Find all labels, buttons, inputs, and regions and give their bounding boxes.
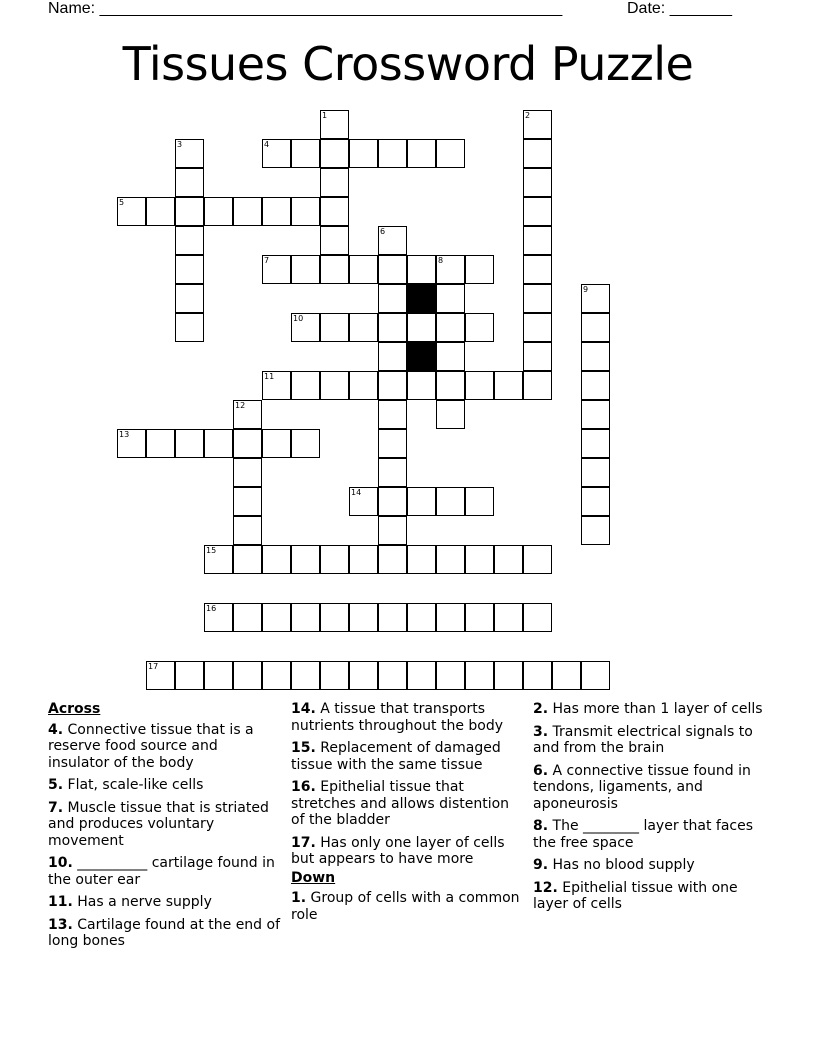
grid-cell[interactable] bbox=[320, 255, 349, 284]
clue-text: Transmit electrical signals to and from the brain bbox=[533, 723, 753, 756]
clue-across-7 bbox=[48, 800, 280, 850]
grid-cell[interactable] bbox=[349, 661, 378, 690]
grid-cell[interactable] bbox=[146, 197, 175, 226]
clue-text: Epithelial tissue that stretches and allows distention of the bladder bbox=[291, 779, 510, 828]
grid-cell[interactable] bbox=[233, 429, 262, 458]
grid-cell[interactable] bbox=[581, 284, 610, 313]
grid-cell[interactable] bbox=[378, 139, 407, 168]
grid-cell[interactable] bbox=[523, 545, 552, 574]
grid-cell[interactable] bbox=[436, 400, 465, 429]
clue-text: Has a nerve supply bbox=[77, 894, 212, 910]
grid-cell[interactable] bbox=[175, 255, 204, 284]
clue-number-label: 3 bbox=[177, 140, 183, 149]
grid-cell[interactable] bbox=[552, 661, 581, 690]
down-heading: Down bbox=[291, 869, 336, 886]
clue-down-6 bbox=[533, 763, 765, 813]
grid-cell[interactable] bbox=[233, 516, 262, 545]
grid-cell[interactable] bbox=[436, 371, 465, 400]
grid-cell[interactable] bbox=[581, 516, 610, 545]
grid-cell[interactable] bbox=[523, 168, 552, 197]
grid-cell[interactable] bbox=[175, 661, 204, 690]
grid-cell[interactable] bbox=[378, 487, 407, 516]
clue-number: 2. bbox=[533, 701, 549, 717]
clue-across-14 bbox=[291, 701, 523, 734]
clue-number: 8. bbox=[533, 818, 549, 834]
clue-number: 17. bbox=[291, 834, 316, 851]
clue-down-3 bbox=[533, 724, 765, 757]
grid-cell[interactable] bbox=[117, 429, 146, 458]
grid-cell[interactable] bbox=[291, 429, 320, 458]
clue-text: Has more than 1 layer of cells bbox=[552, 701, 763, 717]
grid-cell[interactable] bbox=[581, 400, 610, 429]
clue-number-label: 7 bbox=[264, 256, 270, 265]
grid-cell[interactable] bbox=[581, 429, 610, 458]
grid-cell[interactable] bbox=[436, 284, 465, 313]
clue-text: Group of cells with a common role bbox=[291, 890, 520, 923]
grid-cell[interactable] bbox=[436, 487, 465, 516]
grid-cell[interactable] bbox=[523, 255, 552, 284]
clue-text: Has no blood supply bbox=[552, 857, 695, 873]
grid-cell[interactable] bbox=[291, 603, 320, 632]
grid-cell[interactable] bbox=[233, 545, 262, 574]
grid-cell[interactable] bbox=[233, 400, 262, 429]
grid-cell[interactable] bbox=[523, 226, 552, 255]
grid-cell[interactable] bbox=[494, 545, 523, 574]
clue-number-label: 5 bbox=[119, 198, 125, 207]
clue-number-label: 10 bbox=[293, 314, 304, 323]
clue-across-11 bbox=[48, 894, 280, 911]
grid-cell[interactable] bbox=[204, 197, 233, 226]
grid-cell[interactable] bbox=[436, 313, 465, 342]
grid-cell[interactable] bbox=[349, 313, 378, 342]
grid-cell[interactable] bbox=[378, 284, 407, 313]
grid-cell[interactable] bbox=[291, 313, 320, 342]
clue-across-16 bbox=[291, 779, 523, 829]
grid-cell[interactable] bbox=[523, 197, 552, 226]
clues-column-3 bbox=[533, 701, 765, 919]
clue-text: Epithelial tissue with one layer of cells bbox=[533, 879, 738, 912]
across-heading: Across bbox=[48, 701, 101, 717]
grid-cell[interactable] bbox=[407, 371, 436, 400]
clue-down-8 bbox=[533, 818, 765, 851]
grid-cell[interactable] bbox=[262, 603, 291, 632]
grid-cell[interactable] bbox=[204, 661, 233, 690]
clue-number-label: 13 bbox=[119, 430, 130, 439]
grid-cell[interactable] bbox=[233, 603, 262, 632]
grid-cell[interactable] bbox=[407, 487, 436, 516]
grid-cell[interactable] bbox=[523, 342, 552, 371]
grid-cell[interactable] bbox=[291, 371, 320, 400]
grid-cell[interactable] bbox=[204, 545, 233, 574]
clue-text: Has only one layer of cells but appears to have more bbox=[291, 834, 505, 867]
clue-number: 4. bbox=[48, 721, 64, 738]
grid-cell[interactable] bbox=[204, 429, 233, 458]
grid-cell[interactable] bbox=[175, 226, 204, 255]
grid-cell[interactable] bbox=[262, 371, 291, 400]
grid-cell[interactable] bbox=[320, 313, 349, 342]
clue-number: 15. bbox=[291, 740, 316, 756]
grid-cell[interactable] bbox=[262, 139, 291, 168]
grid-cell[interactable] bbox=[378, 661, 407, 690]
clues-column-1 bbox=[48, 701, 280, 956]
clue-number: 6. bbox=[533, 762, 549, 779]
clue-text: Muscle tissue that is striated and produces voluntary movement bbox=[48, 799, 269, 849]
grid-cell[interactable] bbox=[320, 545, 349, 574]
grid-cell[interactable] bbox=[378, 371, 407, 400]
grid-cell[interactable] bbox=[378, 400, 407, 429]
grid-cell[interactable] bbox=[233, 458, 262, 487]
grid-cell[interactable] bbox=[291, 545, 320, 574]
grid-cell[interactable] bbox=[291, 139, 320, 168]
clue-down-12 bbox=[533, 880, 765, 913]
clue-number-label: 16 bbox=[206, 604, 217, 613]
grid-cell[interactable] bbox=[523, 603, 552, 632]
grid-cell[interactable] bbox=[146, 661, 175, 690]
grid-cell[interactable] bbox=[175, 429, 204, 458]
clue-number-label: 14 bbox=[351, 488, 362, 497]
clue-across-5 bbox=[48, 777, 280, 794]
grid-cell[interactable] bbox=[291, 197, 320, 226]
grid-cell[interactable] bbox=[117, 197, 146, 226]
clue-number: 5. bbox=[48, 777, 64, 793]
grid-cell[interactable] bbox=[262, 197, 291, 226]
clue-number: 10. bbox=[48, 855, 73, 871]
grid-cell[interactable] bbox=[465, 255, 494, 284]
clue-down-2 bbox=[533, 701, 765, 718]
grid-block bbox=[407, 284, 436, 313]
grid-cell[interactable] bbox=[378, 255, 407, 284]
clue-number-label: 6 bbox=[380, 227, 386, 236]
grid-cell[interactable] bbox=[233, 661, 262, 690]
grid-cell[interactable] bbox=[262, 545, 291, 574]
clue-across-4 bbox=[48, 722, 280, 772]
clue-text: Flat, scale-like cells bbox=[67, 777, 204, 793]
grid-cell[interactable] bbox=[378, 226, 407, 255]
grid-cell[interactable] bbox=[494, 661, 523, 690]
clue-down-9 bbox=[533, 857, 765, 874]
grid-cell[interactable] bbox=[436, 661, 465, 690]
grid-cell[interactable] bbox=[262, 661, 291, 690]
grid-cell[interactable] bbox=[175, 168, 204, 197]
grid-cell[interactable] bbox=[320, 110, 349, 139]
grid-cell[interactable] bbox=[349, 603, 378, 632]
grid-cell[interactable] bbox=[175, 284, 204, 313]
clue-number-label: 8 bbox=[438, 256, 444, 265]
clue-down-1 bbox=[291, 890, 523, 923]
clue-across-15 bbox=[291, 740, 523, 773]
clue-across-10 bbox=[48, 855, 280, 888]
grid-cell[interactable] bbox=[349, 371, 378, 400]
grid-cell[interactable] bbox=[465, 487, 494, 516]
grid-cell[interactable] bbox=[465, 661, 494, 690]
clue-number-label: 11 bbox=[264, 372, 275, 381]
grid-cell[interactable] bbox=[320, 139, 349, 168]
grid-cell[interactable] bbox=[465, 603, 494, 632]
grid-cell[interactable] bbox=[378, 516, 407, 545]
clue-across-17 bbox=[291, 835, 523, 868]
clue-number: 11. bbox=[48, 894, 73, 910]
clue-number-label: 2 bbox=[525, 111, 531, 120]
grid-cell[interactable] bbox=[378, 545, 407, 574]
clue-text: Cartilage found at the end of long bones bbox=[48, 916, 281, 949]
grid-cell[interactable] bbox=[233, 197, 262, 226]
clues-column-2 bbox=[291, 701, 523, 929]
clue-text: The ________ layer that faces the free space bbox=[533, 818, 754, 851]
clue-text: Connective tissue that is a reserve food source and insulator of the body bbox=[48, 721, 254, 771]
name-field-label: Name: ____________________________________________________ bbox=[48, 0, 563, 17]
grid-cell[interactable] bbox=[320, 197, 349, 226]
clue-number: 12. bbox=[533, 879, 558, 896]
grid-cell[interactable] bbox=[349, 255, 378, 284]
clue-number-label: 12 bbox=[235, 401, 246, 410]
grid-cell[interactable] bbox=[523, 313, 552, 342]
grid-cell[interactable] bbox=[436, 603, 465, 632]
grid-cell[interactable] bbox=[523, 139, 552, 168]
grid-cell[interactable] bbox=[291, 255, 320, 284]
grid-cell[interactable] bbox=[523, 661, 552, 690]
grid-cell[interactable] bbox=[581, 487, 610, 516]
clue-number-label: 4 bbox=[264, 140, 270, 149]
grid-cell[interactable] bbox=[378, 313, 407, 342]
grid-cell[interactable] bbox=[436, 545, 465, 574]
clue-number: 13. bbox=[48, 916, 73, 933]
clue-number-label: 15 bbox=[206, 546, 217, 555]
grid-cell[interactable] bbox=[320, 371, 349, 400]
grid-cell[interactable] bbox=[407, 313, 436, 342]
grid-cell[interactable] bbox=[320, 603, 349, 632]
grid-cell[interactable] bbox=[581, 458, 610, 487]
grid-cell[interactable] bbox=[320, 168, 349, 197]
grid-cell[interactable] bbox=[581, 313, 610, 342]
clue-number-label: 17 bbox=[148, 662, 159, 671]
grid-cell[interactable] bbox=[523, 371, 552, 400]
grid-cell[interactable] bbox=[523, 110, 552, 139]
grid-cell[interactable] bbox=[436, 255, 465, 284]
grid-cell[interactable] bbox=[436, 139, 465, 168]
grid-cell[interactable] bbox=[465, 545, 494, 574]
grid-cell[interactable] bbox=[407, 603, 436, 632]
grid-cell[interactable] bbox=[175, 139, 204, 168]
clue-across-13 bbox=[48, 917, 280, 950]
clue-number: 7. bbox=[48, 799, 64, 816]
grid-cell[interactable] bbox=[378, 429, 407, 458]
grid-cell[interactable] bbox=[465, 313, 494, 342]
grid-cell[interactable] bbox=[378, 458, 407, 487]
clue-number: 16. bbox=[291, 779, 316, 795]
grid-cell[interactable] bbox=[349, 139, 378, 168]
page-title: Tissues Crossword Puzzle bbox=[122, 37, 694, 91]
grid-cell[interactable] bbox=[146, 429, 175, 458]
grid-cell[interactable] bbox=[407, 139, 436, 168]
grid-cell[interactable] bbox=[349, 487, 378, 516]
grid-cell[interactable] bbox=[320, 661, 349, 690]
grid-cell[interactable] bbox=[262, 255, 291, 284]
grid-cell[interactable] bbox=[407, 661, 436, 690]
clue-text: A tissue that transports nutrients throughout the body bbox=[291, 701, 504, 734]
grid-cell[interactable] bbox=[465, 371, 494, 400]
grid-cell[interactable] bbox=[262, 429, 291, 458]
grid-cell[interactable] bbox=[349, 545, 378, 574]
grid-cell[interactable] bbox=[581, 371, 610, 400]
clue-text: A connective tissue found in tendons, ligaments, and aponeurosis bbox=[533, 762, 751, 812]
grid-cell[interactable] bbox=[233, 487, 262, 516]
grid-cell[interactable] bbox=[407, 545, 436, 574]
grid-cell[interactable] bbox=[175, 313, 204, 342]
clue-number: 3. bbox=[533, 723, 549, 740]
grid-cell[interactable] bbox=[378, 603, 407, 632]
clue-number-label: 9 bbox=[583, 285, 589, 294]
grid-cell[interactable] bbox=[175, 197, 204, 226]
grid-cell[interactable] bbox=[581, 342, 610, 371]
clue-text: __________ cartilage found in the outer ear bbox=[48, 855, 275, 888]
grid-cell[interactable] bbox=[320, 226, 349, 255]
grid-cell[interactable] bbox=[523, 284, 552, 313]
clue-number-label: 1 bbox=[322, 111, 328, 120]
grid-cell[interactable] bbox=[407, 255, 436, 284]
grid-block bbox=[407, 342, 436, 371]
clue-number: 14. bbox=[291, 701, 316, 717]
grid-cell[interactable] bbox=[204, 603, 233, 632]
clue-number: 1. bbox=[291, 890, 307, 906]
grid-cell[interactable] bbox=[291, 661, 320, 690]
clue-number: 9. bbox=[533, 857, 549, 873]
grid-cell[interactable] bbox=[378, 342, 407, 371]
grid-cell[interactable] bbox=[436, 342, 465, 371]
grid-cell[interactable] bbox=[494, 603, 523, 632]
grid-cell[interactable] bbox=[581, 661, 610, 690]
clue-text: Replacement of damaged tissue with the same tissue bbox=[291, 740, 501, 773]
grid-cell[interactable] bbox=[494, 371, 523, 400]
date-field-label: Date: _______ bbox=[627, 0, 732, 17]
